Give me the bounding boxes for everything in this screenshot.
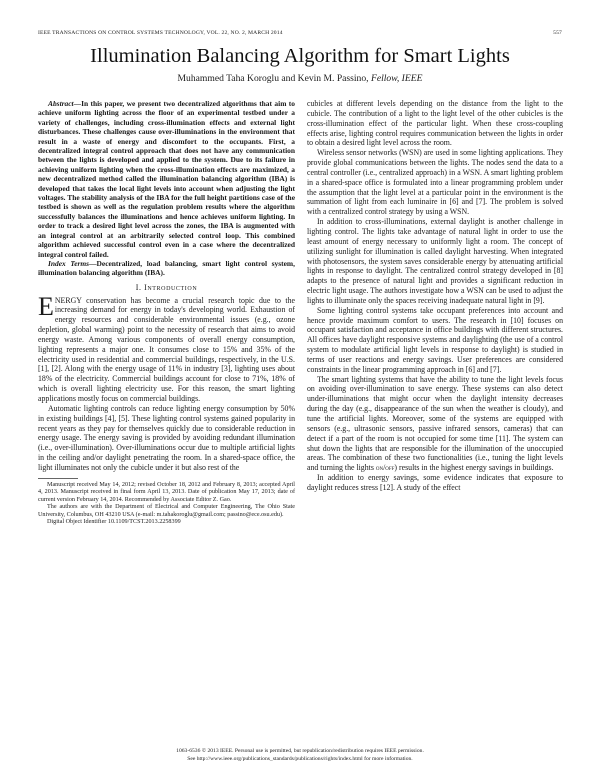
copyright-notice — [0, 748, 600, 763]
intro-paragraph-1 — [38, 291, 295, 404]
body-paragraph-6: In addition to energy savings, some evidence indicates that exposure to daylight reduces stress [12]. A study of the effect — [307, 473, 563, 492]
author-suffix: Fellow, IEEE — [370, 73, 423, 84]
body-paragraph-2: Wireless sensor networks (WSN) are used in some lighting applications. They provide global communications between the lights. The nodes send the data to a central controller (i.e., centralized approach) in a WSN. A smart lighting problem in a shared-space office is formulated into a linear programming problem under the assumption that the light level at a particular point in the environment is the summation of light from each luminaire in [6] and [7]. The problem is solved with a centralized control strategy by using a WSN. — [307, 148, 563, 217]
body-paragraph-5-text-b: ) results in the highest energy savings in buildings. — [394, 463, 554, 473]
index-terms-text: —Decentralized, load balancing, smart light control system, illumination balancing algorithm (IBA). — [38, 258, 295, 278]
footnote-affiliation: The authors are with the Department of Electrical and Computer Engineering, The Ohio State University, Columbus, OH 43210 USA (e-mail: m.tahakoroglu@gmail.com; passino@ece.osu.edu). — [38, 504, 295, 518]
left-column — [38, 99, 295, 527]
index-terms — [38, 259, 295, 278]
body-paragraph-5-text-a: The smart lighting systems that have the ability to tune the light levels focus on avoiding over-illumination to save energy. These systems can also detect under-illuminations that might occur when the daylight intensity decreases during the day (e.g., disappearance of the sun when the weather is cloudy), and tune the artificial lights. Moreover, some of the systems are equipped with sensors (e.g., ultrasonic sensors, passive infrared sensors, cameras) that can detect if a part of the room is not occupied for some time [11]. The system can shut down the lights that are responsible for the illumination of the unoccupied areas. The combination of these two functionalities (i.e., tuning the light levels and turning the lights — [307, 374, 563, 473]
page-number: 557 — [553, 30, 562, 36]
body-paragraph-4: Some lighting control systems take occupant preferences into account and hence provide maximum comfort to users. The research in [10] focuses on occupant satisfaction and acceptance in office buildings with different structures. All offices have daylight responsive systems and daylighting (the use of a control system to modulate artificial light levels in response to daylight) is studied in terms of user reactions and energy savings. User preferences are considered constraints in the linear programming approach in [6] and [7]. — [307, 305, 563, 374]
section-heading: I. Introduction — [135, 282, 198, 292]
author-line — [0, 73, 600, 84]
running-header: IEEE TRANSACTIONS ON CONTROL SYSTEMS TECHNOLOGY, VOL. 22, NO. 2, MARCH 2014 — [38, 30, 283, 36]
permissions-link[interactable]: See http://www.ieee.org/publications_standards/publications/rights/index.html for more information. — [187, 755, 413, 762]
body-paragraph-1: cubicles at different levels depending on the distance from the light to the cubicle. The contribution of a light to the light level of the other cubicles is the cross-illumination effect of the particular light. When these cross-coupling effects arise, lighting control requires communication between the lights in order to obtain a desired light level across the room. — [307, 99, 563, 148]
footnote-doi: Digital Object Identifier 10.1109/TCST.2013.2258399 — [47, 519, 181, 526]
copyright-line: 1063-6536 © 2013 IEEE. Personal use is permitted, but republication/redistribution requires IEEE permission. — [176, 748, 424, 754]
body-paragraph-5 — [307, 375, 563, 473]
intro-paragraph-1-text: NERGY conservation has become a crucial research topic due to the increasing demand for energy in today's developing world. Exhaustion of energy resources and considerable environmental issues (e.g., ozone depletion, global warming) point to the necessity of research that aims to avoid energy waste. Among various components of overall energy consumption, lighting represents a major one. It consumes close to 15% and 35% of the electricity used in residential and commercial buildings, respectively, in the U.S. [1], [2]. Along with the energy usage of 11% in industry [3], lighting uses about 18% of the electricity. Commercial buildings account for close to 71%, 18% of which is overall lighting electricity use. For this reason, the smart lighting applications mostly focus on commercial buildings. — [38, 295, 295, 403]
right-column — [307, 99, 563, 493]
footnote-divider — [38, 478, 78, 479]
intro-paragraph-2: Automatic lighting controls can reduce lighting energy consumption by 50% in existing buildings [4], [5]. These lighting control systems gained popularity in recent years as they pay for themselves quickly due to considerable reduction in energy usage. The energy saving is provided by avoiding redundant illumination (i.e., over-illumination). Over-illuminations occur due to multiple artificial lights in the ceiling and/or daylight penetrating the room. In a shared-space office, the light illuminates not only the cubicle under it but also rest of the — [38, 403, 295, 472]
footnote-manuscript: Manuscript received May 14, 2012; revised October 18, 2012 and February 8, 2013; accepted April 4, 2013. Manuscript received in final form April 13, 2013. Date of publication May 17, 2013; date of current version February 14, 2014. Recommended by Associate Editor Z. Gao. — [38, 481, 295, 503]
abstract — [38, 99, 295, 259]
drop-cap: E — [38, 291, 54, 321]
paper-title: Illumination Balancing Algorithm for Smart Lights — [90, 45, 510, 67]
body-paragraph-5-smallcaps: on/off — [375, 463, 395, 473]
abstract-label: Abstract — [48, 99, 74, 108]
abstract-text: —In this paper, we present two decentralized algorithms that aim to achieve uniform lighting across the floor of an experimental testbed under a variety of challenges, including cross-illumination effects and external light disturbances. These challenges cause over-illuminations in the environment that result in a waste of energy and discomfort to the occupants. First, a decentralized integral control approach that does not have any communication between the lights is developed and applied to the system. Due to its failure in achieving uniform lighting when the cross-illumination effects are maximized, a new decentralized method called the illumination balancing algorithm (IBA) is developed that takes the local light levels into account when adjusting the light voltages. The stability analysis of the IBA for the full height partitions case of the testbed is shown as well as the regulation problem results where the algorithm successfully balances the illuminations and hence achieves uniform lighting. In order to track a desired light level across the zones, the IBA is augmented with an integral control at an arbitrarily selected control loop. This combined algorithm achieved successful control even in a case where the decentralized integral control failed. — [38, 99, 295, 259]
footnotes — [38, 482, 295, 527]
body-paragraph-3: In addition to cross-illuminations, external daylight is another challenge in lighting control. The lights take advantage of natural light in order to use the least amount of energy necessary to uniformly light a room. The concept of utilizing sunlight for illumination is called daylight harvesting. When integrated with photosensors, the system saves considerable energy by attenuating artificial lights in response to daylight. The centralized control strategy developed in [8] adapts to the presence of natural light and provides a significant reduction in electric light usage. The authors investigate how a WSN can be used to adjust the lights to illuminate only the spaces receiving inadequate natural light in [9]. — [307, 217, 563, 305]
author-names: Muhammed Taha Koroglu and Kevin M. Passino, — [177, 73, 369, 84]
index-terms-label: Index Terms — [48, 258, 90, 268]
